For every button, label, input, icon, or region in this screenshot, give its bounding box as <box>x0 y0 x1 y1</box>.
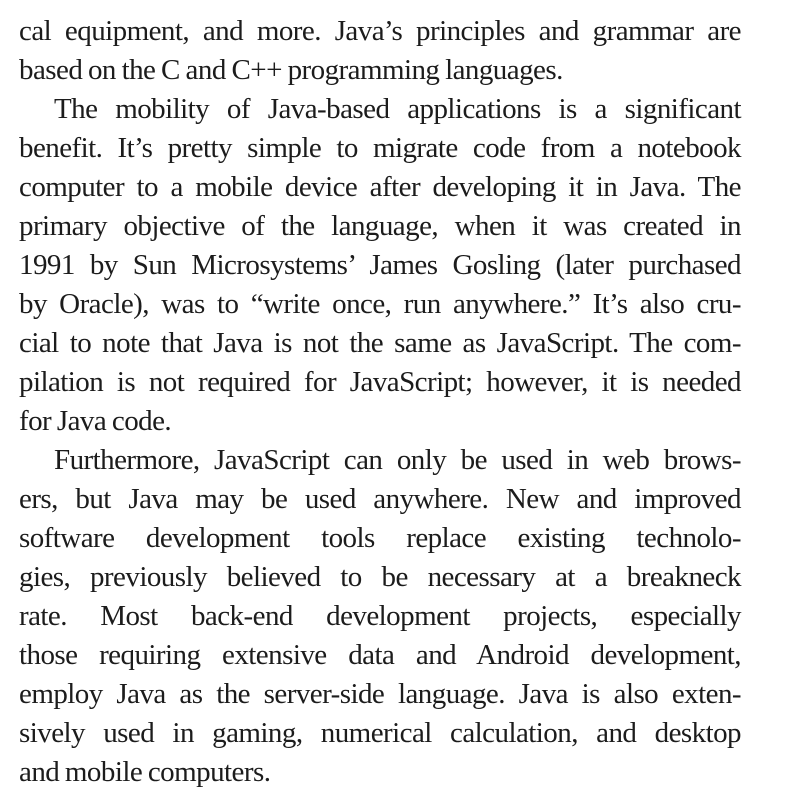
text-line: gies, previously believed to be necessary at a breakneck <box>19 561 741 593</box>
text-line: ers, but Java may be used anywhere. New and improved <box>19 483 741 515</box>
text-line: primary objective of the language, when it was created in <box>19 210 741 242</box>
text-line: software development tools replace existing technolo- <box>19 522 741 554</box>
text-line: The mobility of Java-based applications is a significant <box>54 93 741 125</box>
text-line: Furthermore, JavaScript can only be used in web brows- <box>54 444 741 476</box>
text-line: based on the C and C++ programming languages. <box>19 54 563 86</box>
text-line: by Oracle), was to “write once, run anywhere.” It’s also cru- <box>19 288 741 320</box>
text-line: 1991 by Sun Microsystems’ James Gosling (later purchased <box>19 249 741 281</box>
text-line: computer to a mobile device after developing it in Java. The <box>19 171 741 203</box>
text-line: cal equipment, and more. Java’s principles and grammar are <box>19 15 741 47</box>
text-line: sively used in gaming, numerical calculation, and desktop <box>19 717 741 749</box>
text-line: employ Java as the server-side language. Java is also exten- <box>19 678 741 710</box>
text-line: pilation is not required for JavaScript; however, it is needed <box>19 366 741 398</box>
text-line: and mobile computers. <box>19 756 271 788</box>
text-line: for Java code. <box>19 405 172 437</box>
text-line: those requiring extensive data and Android development, <box>19 639 741 671</box>
text-line: cial to note that Java is not the same as JavaScript. The com- <box>19 327 741 359</box>
text-line: benefit. It’s pretty simple to migrate code from a notebook <box>19 132 741 164</box>
text-line: rate. Most back-end development projects, especially <box>19 600 741 632</box>
